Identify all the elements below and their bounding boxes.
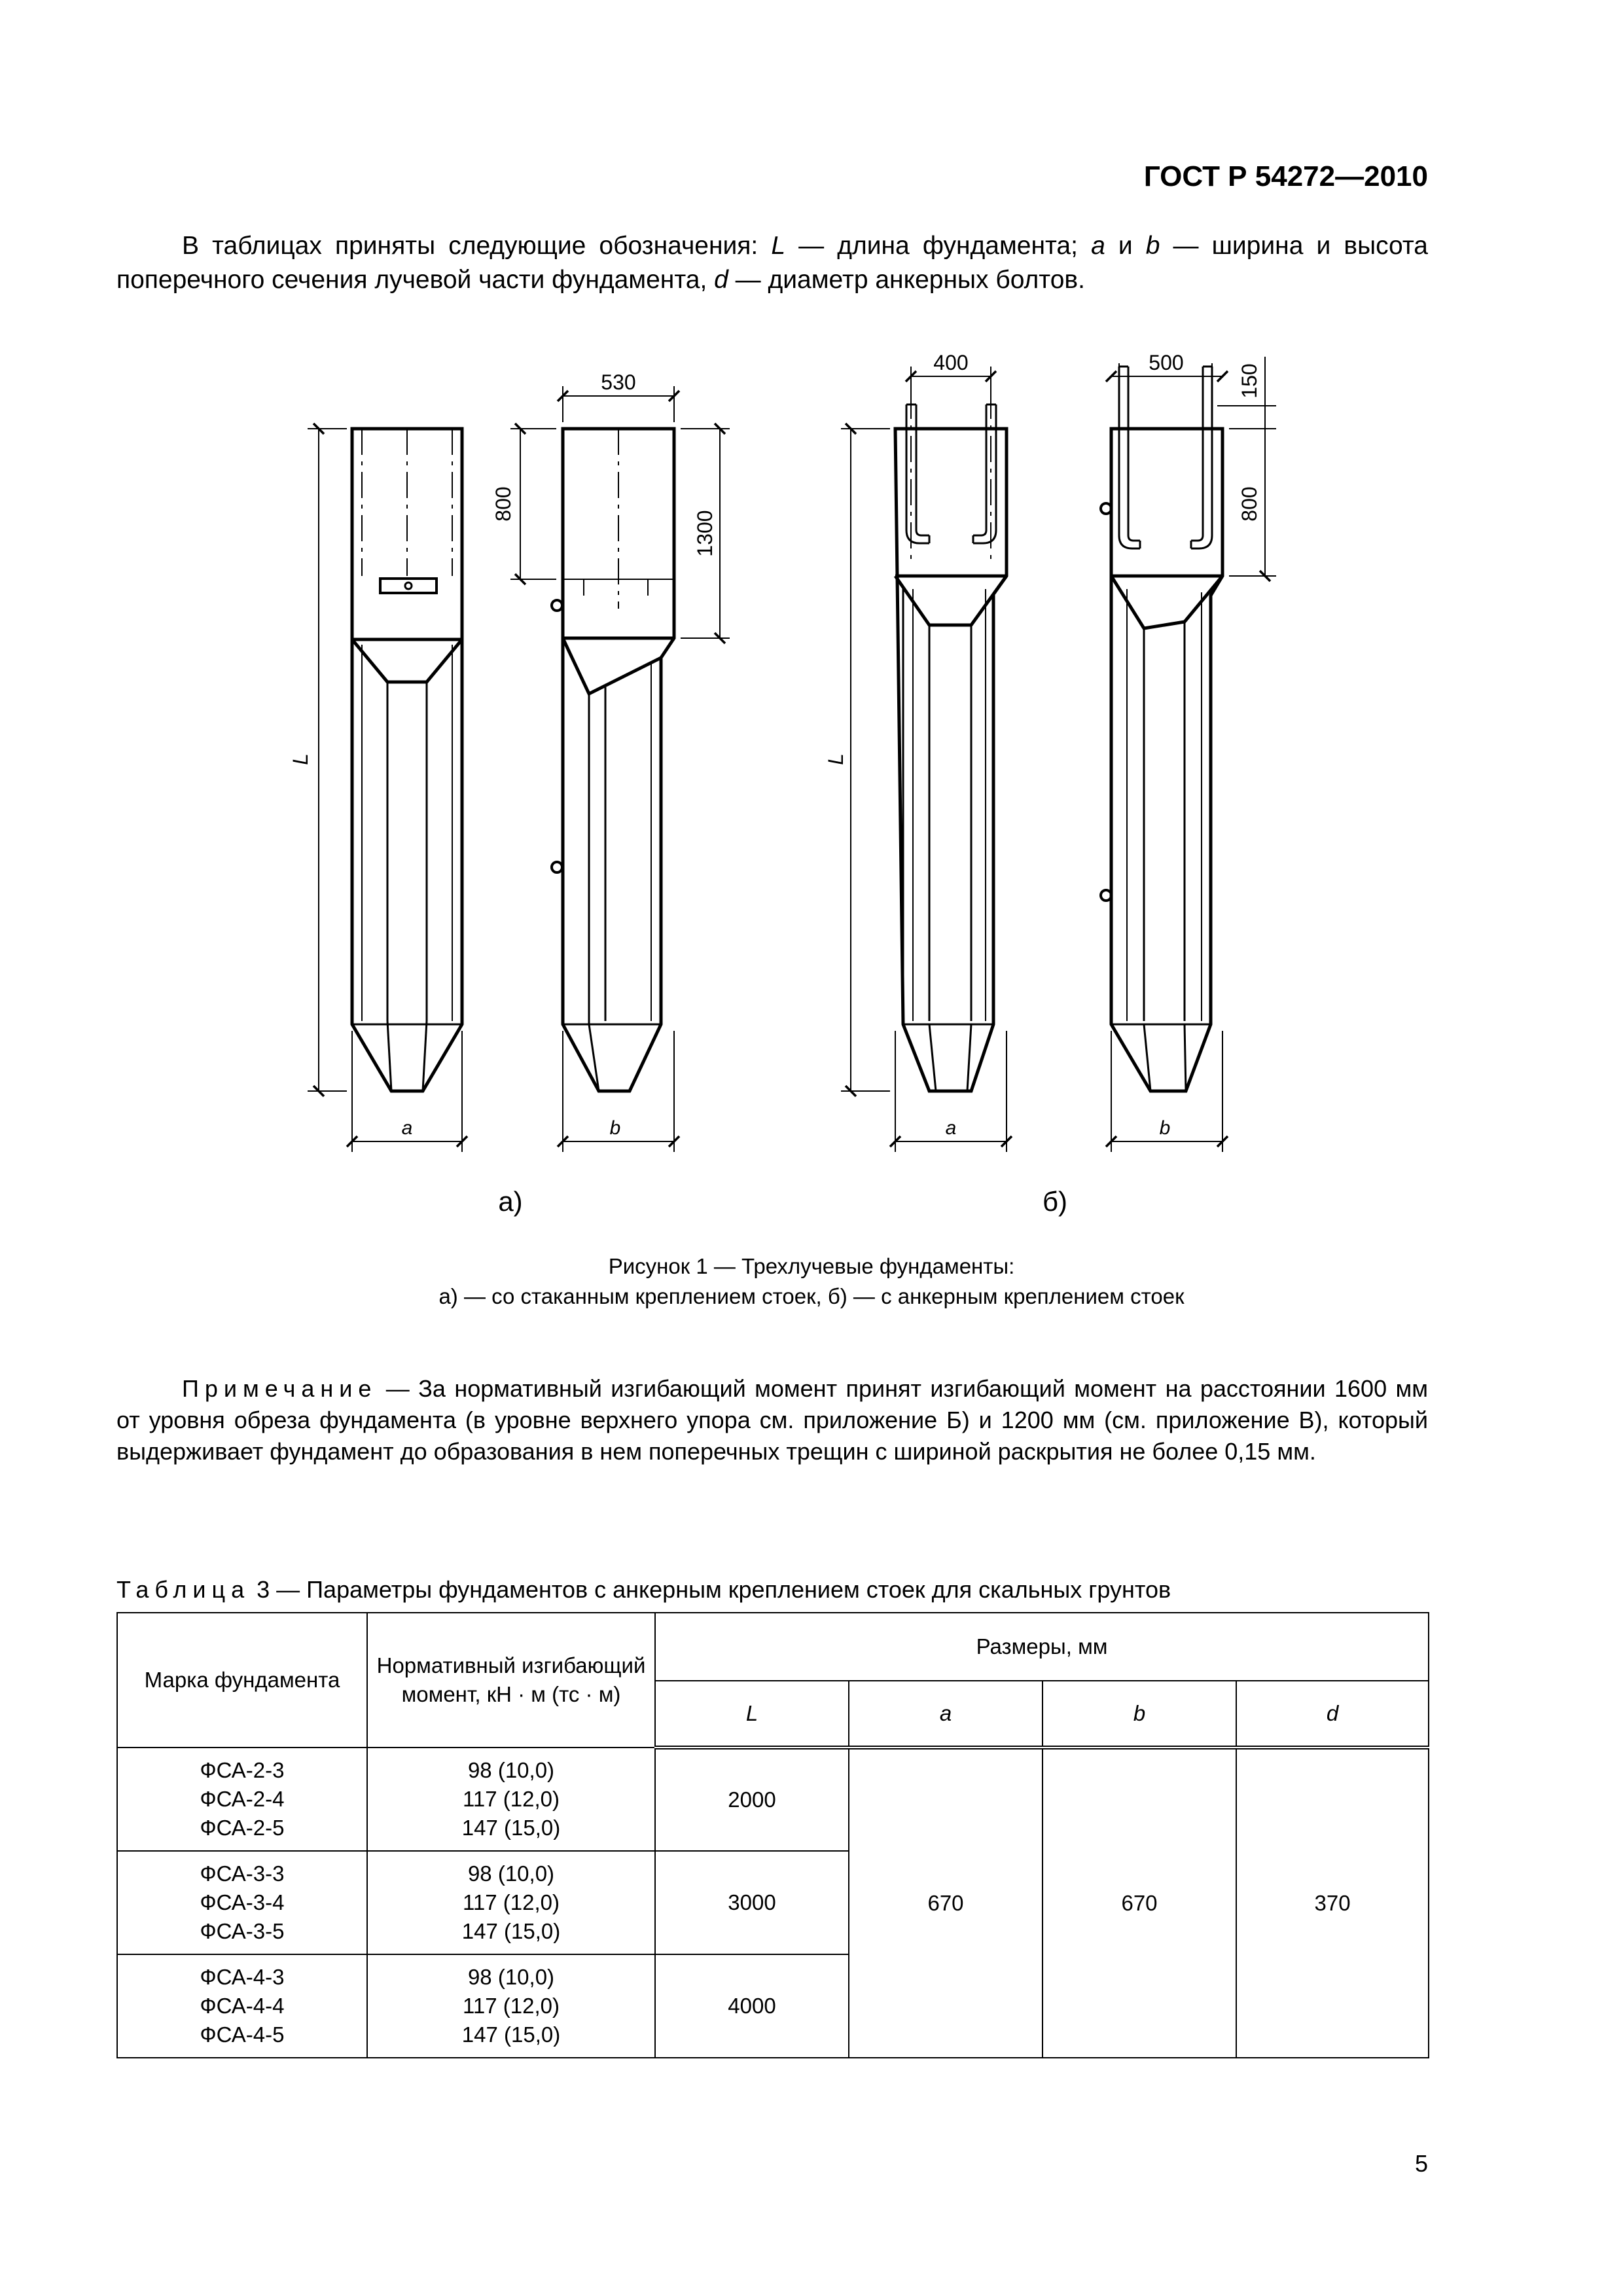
note-paragraph: Примечание — За нормативный изгибающий момент принят изгибающий момент на расстоянии 1600 мм от уровня обреза фундамента (в уровне верхнего упора см. приложение Б) и 1200 мм (см. приложение В), который выдерживает фундамент до образования в нем поперечных трещин с шириной раскрытия не более 0,15 мм. (116, 1375, 1428, 1465)
header-d: d (1236, 1681, 1429, 1748)
document-header: ГОСТ Р 54272—2010 (1143, 160, 1428, 192)
dim-800-a-label: 800 (491, 486, 515, 522)
drawing-b-side (1101, 367, 1222, 1091)
moments-cell: 98 (10,0) 117 (12,0) 147 (15,0) (367, 1851, 655, 1954)
dim-800-b-label: 800 (1238, 486, 1261, 522)
drawing-b-front (895, 393, 1007, 1091)
label-b: б) (1042, 1186, 1068, 1217)
dim-1300-label: 1300 (693, 510, 717, 557)
dim-L-b1-label: L (824, 753, 847, 765)
dim-L-a1 (308, 429, 347, 1091)
dim-L-b1 (841, 429, 890, 1091)
b-value-cell: 670 (1043, 1748, 1236, 2058)
moments-cell: 98 (10,0) 117 (12,0) 147 (15,0) (367, 1748, 655, 1851)
header-mark: Марка фундамента (117, 1613, 367, 1748)
page-number: 5 (1414, 2150, 1428, 2177)
dim-b-b2-label: b (1159, 1117, 1171, 1139)
length-cell: 3000 (655, 1851, 849, 1954)
length-cell: 4000 (655, 1954, 849, 2058)
marks-cell: ФСА-4-3 ФСА-4-4 ФСА-4-5 (117, 1954, 367, 2058)
moments-cell: 98 (10,0) 117 (12,0) 147 (15,0) (367, 1954, 655, 2058)
marks-cell: ФСА-2-3 ФСА-2-4 ФСА-2-5 (117, 1748, 367, 1851)
header-sizes: Размеры, мм (655, 1613, 1429, 1681)
figure-caption-title: Рисунок 1 — Трехлучевые фундаменты: (608, 1254, 1015, 1278)
intro-paragraph: В таблицах приняты следующие обозначения: L — длина фундамента; a и b — ширина и высота поперечного сечения лучевой части фундамента, d — диаметр анкерных болтов. (116, 232, 1428, 294)
table-caption: Таблица 3 — Параметры фундаментов с анкерным креплением стоек для скальных грунтов (116, 1576, 1171, 1603)
dim-500-label: 500 (1149, 351, 1184, 374)
drawing-a-front (352, 429, 462, 1091)
table-row (117, 1748, 1429, 1851)
drawing-a-side (552, 429, 674, 1091)
header-a: a (849, 1681, 1043, 1748)
dim-150-label: 150 (1238, 363, 1261, 399)
d-value-cell: 370 (1236, 1748, 1429, 2058)
header-moment: Нормативный изгибающий момент, кН · м (тс · м) (367, 1613, 655, 1748)
dim-a-b1-label: a (945, 1117, 957, 1139)
header-L: L (655, 1681, 849, 1748)
dim-530-label: 530 (601, 370, 636, 394)
parameters-table (116, 1612, 1429, 2058)
marks-cell: ФСА-3-3 ФСА-3-4 ФСА-3-5 (117, 1851, 367, 1954)
a-value-cell: 670 (849, 1748, 1043, 2058)
figure-caption-subtitle: а) — со стаканным креплением стоек, б) — с анкерным креплением стоек (438, 1284, 1185, 1308)
header-b: b (1043, 1681, 1236, 1748)
label-a: а) (498, 1186, 523, 1217)
dim-400-label: 400 (933, 351, 969, 374)
dim-b-a2-label: b (609, 1117, 621, 1139)
length-cell: 2000 (655, 1748, 849, 1851)
dim-800-a (510, 429, 556, 579)
note-label: Примечание (182, 1375, 378, 1402)
dim-a-a1-label: a (401, 1117, 413, 1139)
dim-L-a1-label: L (289, 753, 312, 765)
